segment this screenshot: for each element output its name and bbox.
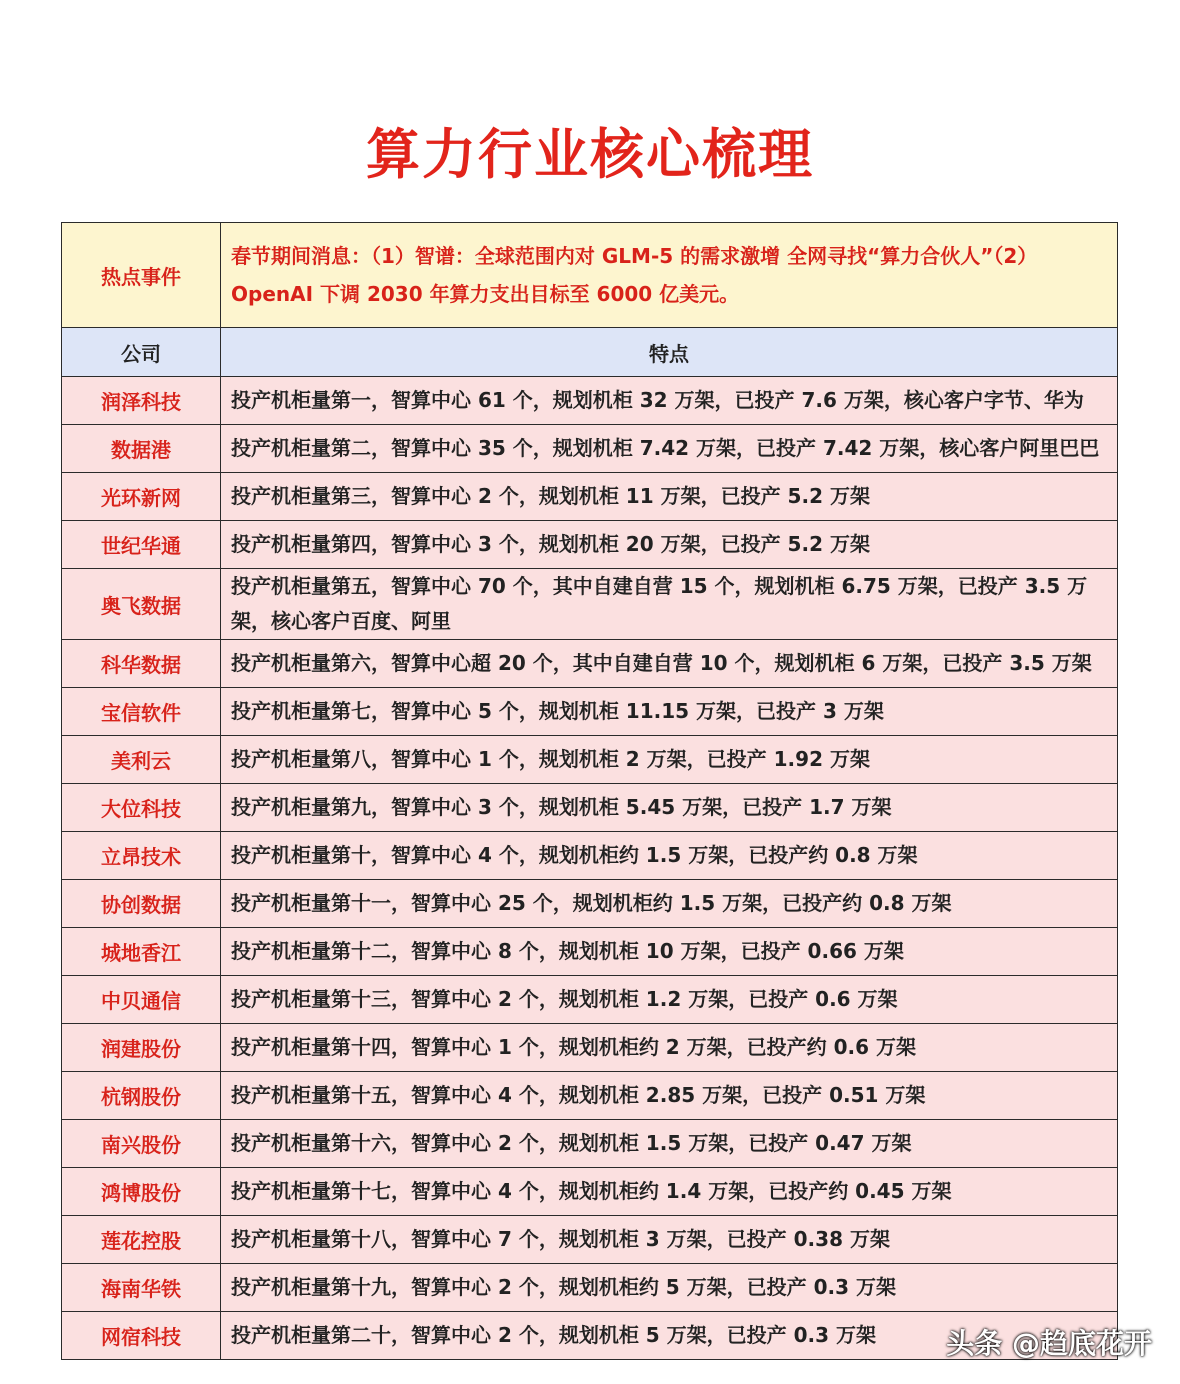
header-company: 公司 [62, 328, 221, 377]
company-feature: 投产机柜量第十四，智算中心 1 个，规划机柜约 2 万架，已投产约 0.6 万架 [221, 1024, 1118, 1072]
company-name: 立昂技术 [62, 832, 221, 880]
company-name: 奥飞数据 [62, 569, 221, 640]
table-row [62, 736, 1118, 784]
company-name: 科华数据 [62, 640, 221, 688]
table-row [62, 1216, 1118, 1264]
hot-event-text: 春节期间消息：（1）智谱：全球范围内对 GLM-5 的需求激增 全网寻找“算力合伙人”（2）OpenAI 下调 2030 年算力支出目标至 6000 亿美元。 [221, 223, 1118, 328]
company-name: 城地香江 [62, 928, 221, 976]
company-name: 世纪华通 [62, 521, 221, 569]
company-feature: 投产机柜量第十三，智算中心 2 个，规划机柜 1.2 万架，已投产 0.6 万架 [221, 976, 1118, 1024]
company-feature: 投产机柜量第五，智算中心 70 个，其中自建自营 15 个，规划机柜 6.75 万架，已投产 3.5 万架，核心客户百度、阿里 [221, 569, 1118, 640]
company-name: 海南华铁 [62, 1264, 221, 1312]
table-row [62, 1024, 1118, 1072]
table-row [62, 832, 1118, 880]
company-name: 润建股份 [62, 1024, 221, 1072]
company-feature: 投产机柜量第十七，智算中心 4 个，规划机柜约 1.4 万架，已投产约 0.45 万架 [221, 1168, 1118, 1216]
table-row [62, 1072, 1118, 1120]
header-feature: 特点 [221, 328, 1118, 377]
company-name: 南兴股份 [62, 1120, 221, 1168]
company-name: 光环新网 [62, 473, 221, 521]
company-feature: 投产机柜量第十五，智算中心 4 个，规划机柜 2.85 万架，已投产 0.51 万架 [221, 1072, 1118, 1120]
company-feature: 投产机柜量第七，智算中心 5 个，规划机柜 11.15 万架，已投产 3 万架 [221, 688, 1118, 736]
company-name: 中贝通信 [62, 976, 221, 1024]
company-feature: 投产机柜量第十八，智算中心 7 个，规划机柜 3 万架，已投产 0.38 万架 [221, 1216, 1118, 1264]
company-feature: 投产机柜量第三，智算中心 2 个，规划机柜 11 万架，已投产 5.2 万架 [221, 473, 1118, 521]
company-name: 莲花控股 [62, 1216, 221, 1264]
table-row [62, 976, 1118, 1024]
company-name: 数据港 [62, 425, 221, 473]
company-name: 协创数据 [62, 880, 221, 928]
company-name: 大位科技 [62, 784, 221, 832]
company-feature: 投产机柜量第二十，智算中心 2 个，规划机柜 5 万架，已投产 0.3 万架 [221, 1312, 1118, 1360]
table-row [62, 880, 1118, 928]
table-row [62, 640, 1118, 688]
computing-industry-table [61, 222, 1118, 1360]
table-row [62, 521, 1118, 569]
table-row [62, 1120, 1118, 1168]
table-row [62, 569, 1118, 640]
company-feature: 投产机柜量第十九，智算中心 2 个，规划机柜约 5 万架，已投产 0.3 万架 [221, 1264, 1118, 1312]
page-title: 算力行业核心梳理 [366, 123, 814, 186]
company-name: 美利云 [62, 736, 221, 784]
company-feature: 投产机柜量第二，智算中心 35 个，规划机柜 7.42 万架，已投产 7.42 万架，核心客户阿里巴巴 [221, 425, 1118, 473]
table-header-row [62, 328, 1118, 377]
company-feature: 投产机柜量第四，智算中心 3 个，规划机柜 20 万架，已投产 5.2 万架 [221, 521, 1118, 569]
table-row [62, 425, 1118, 473]
company-feature: 投产机柜量第九，智算中心 3 个，规划机柜 5.45 万架，已投产 1.7 万架 [221, 784, 1118, 832]
company-name: 杭钢股份 [62, 1072, 221, 1120]
company-name: 鸿博股份 [62, 1168, 221, 1216]
table-row [62, 784, 1118, 832]
company-feature: 投产机柜量第十一，智算中心 25 个，规划机柜约 1.5 万架，已投产约 0.8 万架 [221, 880, 1118, 928]
company-feature: 投产机柜量第十，智算中心 4 个，规划机柜约 1.5 万架，已投产约 0.8 万架 [221, 832, 1118, 880]
company-name: 网宿科技 [62, 1312, 221, 1360]
company-feature: 投产机柜量第十六，智算中心 2 个，规划机柜 1.5 万架，已投产 0.47 万架 [221, 1120, 1118, 1168]
table-row [62, 1264, 1118, 1312]
hot-event-row [62, 223, 1118, 328]
company-feature: 投产机柜量第十二，智算中心 8 个，规划机柜 10 万架，已投产 0.66 万架 [221, 928, 1118, 976]
company-name: 宝信软件 [62, 688, 221, 736]
table-row [62, 1168, 1118, 1216]
company-feature: 投产机柜量第六，智算中心超 20 个，其中自建自营 10 个，规划机柜 6 万架，已投产 3.5 万架 [221, 640, 1118, 688]
table-row [62, 928, 1118, 976]
table-row [62, 377, 1118, 425]
table-row [62, 473, 1118, 521]
company-name: 润泽科技 [62, 377, 221, 425]
source-watermark: 头条 @趋底花开 [946, 1327, 1152, 1360]
table-row [62, 688, 1118, 736]
company-feature: 投产机柜量第一，智算中心 61 个，规划机柜 32 万架，已投产 7.6 万架，核心客户字节、华为 [221, 377, 1118, 425]
company-feature: 投产机柜量第八，智算中心 1 个，规划机柜 2 万架，已投产 1.92 万架 [221, 736, 1118, 784]
hot-event-label: 热点事件 [62, 223, 221, 328]
